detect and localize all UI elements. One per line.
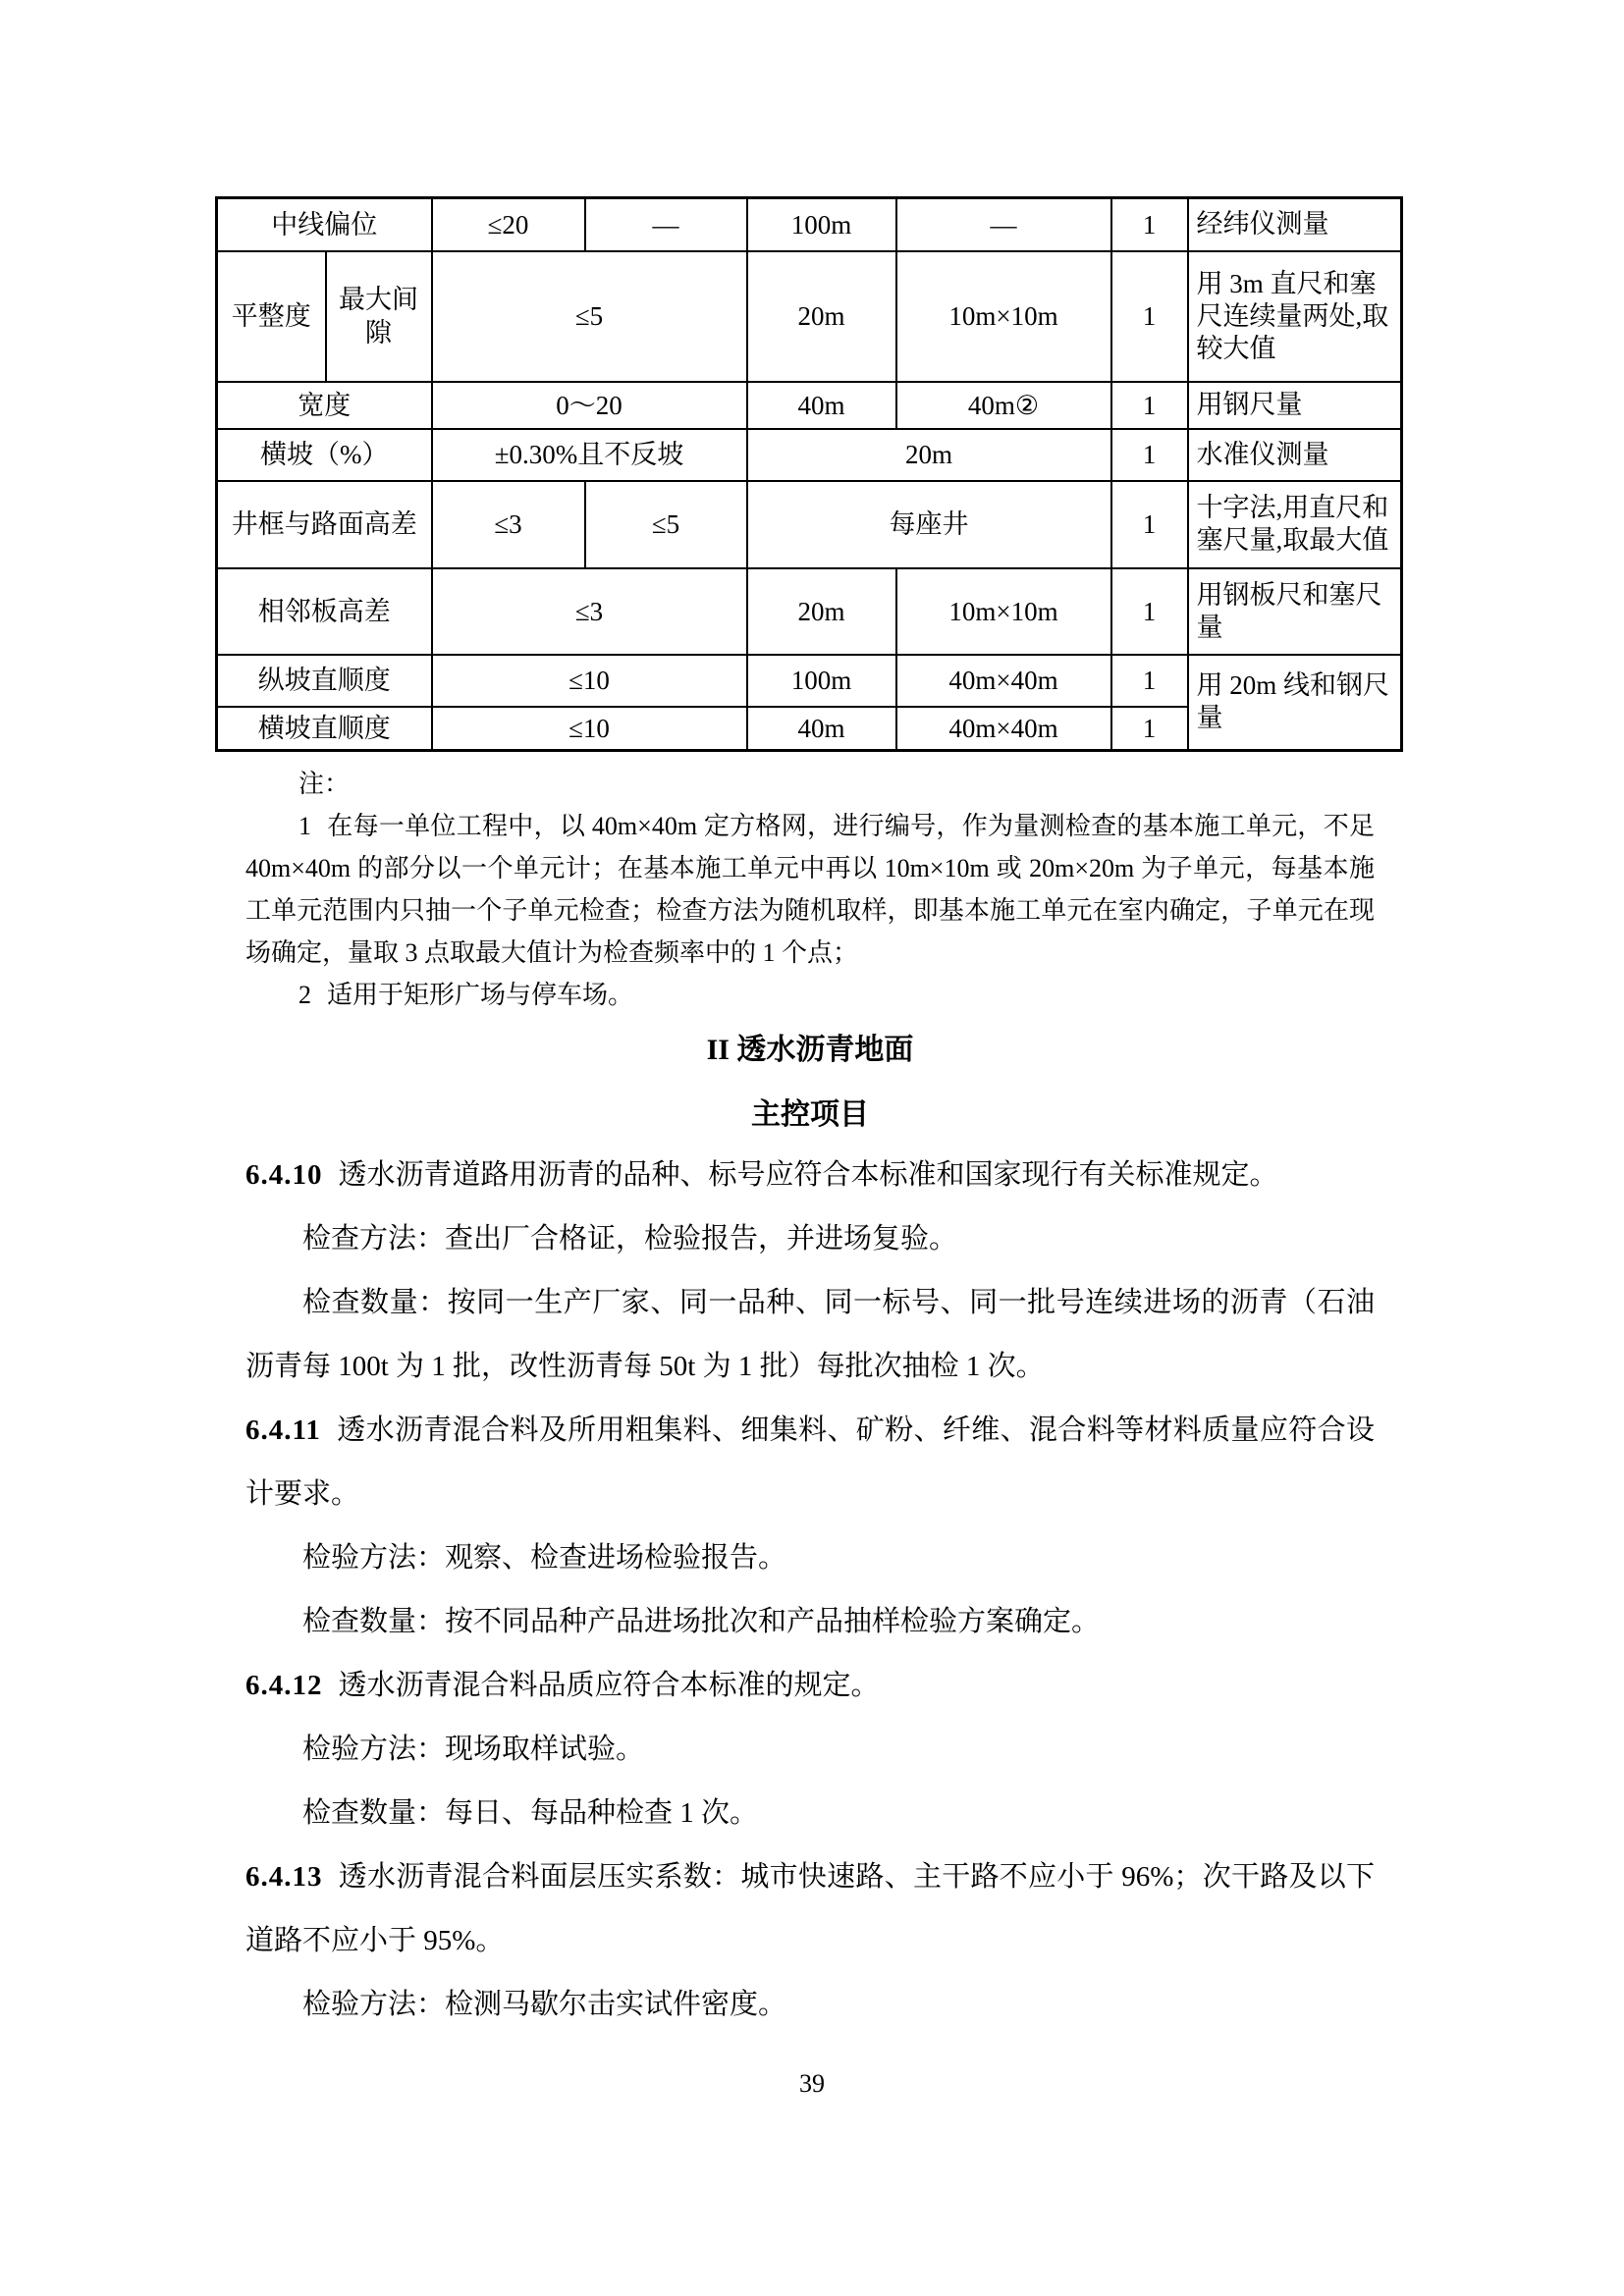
clause-6-4-12 xyxy=(245,1654,1375,1718)
method-cell: 十字法,用直尺和塞尺量,取最大值 xyxy=(1188,481,1402,568)
notes-label: 注： xyxy=(298,770,351,798)
count-cell: 1 xyxy=(1111,429,1188,481)
count-cell: 1 xyxy=(1111,251,1188,382)
item-label-cell: 纵坡直顺度 xyxy=(217,655,432,707)
count-cell: 1 xyxy=(1111,568,1188,655)
check-method xyxy=(245,1207,1375,1271)
clause-number: 6.4.13 xyxy=(245,1861,323,1893)
item-label-cell: 横坡（%） xyxy=(217,429,432,481)
subsection-heading: 主控项目 xyxy=(751,1098,869,1131)
clause-text: 检查数量：每日、每品种检查 1 次。 xyxy=(302,1797,759,1829)
value-cell: ≤5 xyxy=(432,251,747,382)
method-cell: 用钢尺量 xyxy=(1188,382,1402,429)
quality-inspection-table xyxy=(215,196,1403,752)
clause-text: 检查方法：查出厂合格证，检验报告，并进场复验。 xyxy=(302,1223,958,1255)
clause-text: 检查数量：按同一生产厂家、同一品种、同一标号、同一批号连续进场的沥青（石油沥青每 100t 为 1 批，改性沥青每 50t 为 1 批）每批次抽检 1 次。 xyxy=(245,1287,1375,1382)
range-cell: 20m xyxy=(747,429,1111,481)
range-cell: 40m② xyxy=(896,382,1111,429)
method-cell: 用 20m 线和钢尺量 xyxy=(1188,655,1402,751)
body-text xyxy=(245,763,1375,2037)
range-cell: 40m xyxy=(747,707,896,751)
note-text: 在每一单位工程中，以 40m×40m 定方格网，进行编号，作为量测检查的基本施工单元，不足 40m×40m 的部分以一个单元计；在基本施工单元中再以 10m×10m 或 20m×20m 为子单元，每基本施工单元范围内只抽一个子单元检查；检查方法为随机取样，即基本施工单元在室内确定，子单元在现场确定，量取 3 点取最大值计为检查频率中的 1 个点； xyxy=(245,812,1375,967)
item-label-cell: 平整度 xyxy=(217,251,326,382)
value-cell: ≤10 xyxy=(432,655,747,707)
check-method xyxy=(245,1973,1375,2037)
range-cell: 10m×10m xyxy=(896,568,1111,655)
count-cell: 1 xyxy=(1111,481,1188,568)
value-cell: ≤3 xyxy=(432,481,585,568)
section-heading: II 透水沥青地面 xyxy=(706,1034,914,1066)
range-cell: 100m xyxy=(747,655,896,707)
clause-text: 检验方法：现场取样试验。 xyxy=(302,1734,645,1765)
note-text: 适用于矩形广场与停车场。 xyxy=(327,981,634,1009)
value-cell: ≤5 xyxy=(585,481,747,568)
range-cell: 每座井 xyxy=(747,481,1111,568)
clause-text: 透水沥青道路用沥青的品种、标号应符合本标准和国家现行有关标准规定。 xyxy=(338,1159,1278,1191)
table-row xyxy=(217,481,1402,568)
range-cell: 20m xyxy=(747,568,896,655)
table-row xyxy=(217,655,1402,707)
note-number: 1 xyxy=(298,812,311,840)
note-item-2 xyxy=(245,974,1375,1016)
range-cell: — xyxy=(896,198,1111,251)
clause-number: 6.4.12 xyxy=(245,1670,323,1701)
value-cell: — xyxy=(585,198,747,251)
clauses xyxy=(245,1144,1375,2037)
range-cell: 40m xyxy=(747,382,896,429)
clause-number: 6.4.11 xyxy=(245,1415,321,1446)
item-label-cell: 宽度 xyxy=(217,382,432,429)
clause-text: 检查数量：按不同品种产品进场批次和产品抽样检验方案确定。 xyxy=(302,1606,1101,1637)
value-cell: 0～20 xyxy=(432,382,747,429)
clause-text: 透水沥青混合料面层压实系数：城市快速路、主干路不应小于 96%；次干路及以下道路不应小于 95%。 xyxy=(245,1861,1375,1956)
item-label-cell: 相邻板高差 xyxy=(217,568,432,655)
item-label-cell: 横坡直顺度 xyxy=(217,707,432,751)
count-cell: 1 xyxy=(1111,655,1188,707)
count-cell: 1 xyxy=(1111,707,1188,751)
method-cell: 水准仪测量 xyxy=(1188,429,1402,481)
note-item-1 xyxy=(245,805,1375,974)
table-row xyxy=(217,568,1402,655)
value-cell: ≤20 xyxy=(432,198,585,251)
clause-6-4-11 xyxy=(245,1399,1375,1526)
page-number: 39 xyxy=(799,2069,825,2098)
clause-text: 检验方法：检测马歇尔击实试件密度。 xyxy=(302,1989,787,2020)
clause-6-4-10 xyxy=(245,1144,1375,1207)
check-quantity xyxy=(245,1590,1375,1654)
clause-6-4-13 xyxy=(245,1845,1375,1973)
value-cell: ≤10 xyxy=(432,707,747,751)
range-cell: 40m×40m xyxy=(896,707,1111,751)
table-row xyxy=(217,429,1402,481)
value-cell: ≤3 xyxy=(432,568,747,655)
item-label-cell: 中线偏位 xyxy=(217,198,432,251)
value-cell: ±0.30%且不反坡 xyxy=(432,429,747,481)
note-number: 2 xyxy=(298,981,311,1009)
check-method xyxy=(245,1526,1375,1590)
clause-text: 透水沥青混合料及所用粗集料、细集料、矿粉、纤维、混合料等材料质量应符合设计要求。 xyxy=(245,1415,1375,1510)
check-method xyxy=(245,1718,1375,1782)
count-cell: 1 xyxy=(1111,198,1188,251)
range-cell: 40m×40m xyxy=(896,655,1111,707)
count-cell: 1 xyxy=(1111,382,1188,429)
method-cell: 用 3m 直尺和塞尺连续量两处,取较大值 xyxy=(1188,251,1402,382)
range-cell: 20m xyxy=(747,251,896,382)
clause-text: 检验方法：观察、检查进场检验报告。 xyxy=(302,1542,787,1574)
check-quantity xyxy=(245,1782,1375,1845)
check-quantity xyxy=(245,1271,1375,1399)
table-row xyxy=(217,251,1402,382)
item-sublabel-cell: 最大间隙 xyxy=(326,251,432,382)
clause-text: 透水沥青混合料品质应符合本标准的规定。 xyxy=(338,1670,880,1701)
table-row xyxy=(217,382,1402,429)
clause-number: 6.4.10 xyxy=(245,1159,323,1191)
method-cell: 经纬仪测量 xyxy=(1188,198,1402,251)
range-cell: 100m xyxy=(747,198,896,251)
method-cell: 用钢板尺和塞尺量 xyxy=(1188,568,1402,655)
table-row xyxy=(217,198,1402,251)
range-cell: 10m×10m xyxy=(896,251,1111,382)
item-label-cell: 井框与路面高差 xyxy=(217,481,432,568)
